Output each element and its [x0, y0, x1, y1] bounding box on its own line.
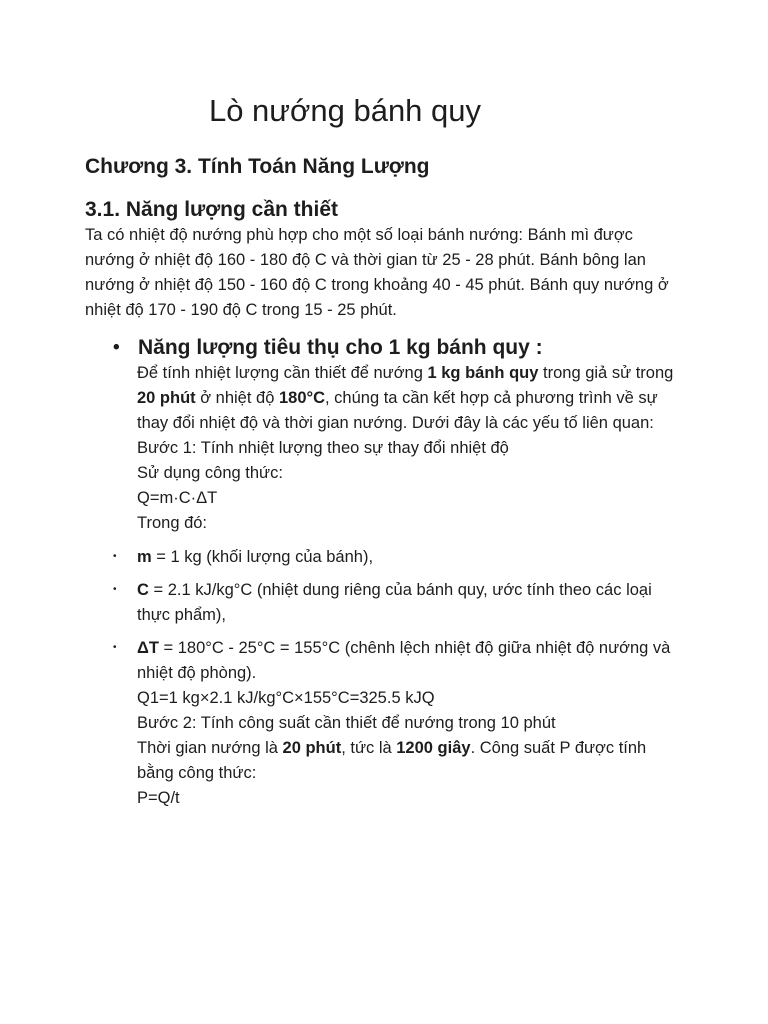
variable-symbol: C — [137, 581, 149, 599]
variable-c — [137, 578, 683, 628]
section-heading: 3.1. Năng lượng cần thiết — [85, 198, 339, 221]
chapter-heading: Chương 3. Tính Toán Năng Lượng — [85, 155, 430, 178]
bullet-icon: • — [113, 337, 120, 358]
document-title: Lò nướng bánh quy — [208, 93, 482, 128]
bullet-heading-text: Năng lượng tiêu thụ cho 1 kg bánh quy : — [138, 336, 543, 359]
variable-description: = 180°C - 25°C = 155°C (chênh lệch nhiệt độ giữa nhiệt độ nướng và nhiệt độ phòng). — [137, 639, 671, 682]
list-item — [113, 545, 683, 570]
bold-run: 1200 giây — [396, 739, 471, 757]
time-paragraph — [137, 736, 683, 786]
list-item — [113, 636, 683, 686]
step2-heading: Bước 2: Tính công suất cần thiết để nướng trong 10 phút — [137, 714, 556, 732]
bold-run: 180°C — [278, 389, 326, 407]
document-content — [85, 0, 683, 811]
variable-delta-t — [137, 636, 683, 686]
variable-description: = 2.1 kJ/kg°C (nhiệt dung riêng của bánh quy, ước tính theo các loại thực phẩm), — [137, 581, 652, 624]
heat-formula: Q=m·C·ΔT — [137, 489, 218, 507]
variable-m — [137, 545, 373, 570]
text-run: , chúng ta cần kết hợp cả phương trình về sự thay đổi nhiệt độ và thời gian nướng. Dưới đây là các yếu tố liên quan: — [137, 389, 658, 432]
power-formula: P=Q/t — [137, 789, 180, 807]
sub-bullet-icon: • — [113, 642, 117, 653]
text-run: , tức là — [341, 739, 397, 757]
variable-description: = 1 kg (khối lượng của bánh), — [151, 548, 374, 566]
bullet-body-block — [113, 361, 683, 811]
list-item — [113, 578, 683, 628]
text-run: Thời gian nướng là — [137, 739, 283, 757]
sub-bullet-icon: • — [113, 551, 117, 562]
bold-run: 1 kg bánh quy — [427, 364, 539, 382]
q1-result: Q1=1 kg×2.1 kJ/kg°C×155°C=325.5 kJQ — [137, 689, 435, 707]
variable-symbol: m — [137, 548, 152, 566]
intro-paragraph: Ta có nhiệt độ nướng phù hợp cho một số loại bánh nướng: Bánh mì được nướng ở nhiệt độ 160 - 180 độ C và thời gian từ 25 - 28 phút. Bánh bông lan nướng ở nhiệt độ 150 - 160 độ C trong khoảng 40 - 45 phút. Bánh quy nướng ở nhiệt độ 170 - 190 độ C trong 15 - 25 phút. — [85, 226, 669, 319]
sub-bullet-icon: • — [113, 584, 117, 595]
step1-heading: Bước 1: Tính nhiệt lượng theo sự thay đổi nhiệt độ — [137, 439, 509, 457]
bullet-heading-row — [85, 334, 683, 361]
text-run: . Công suất P được tính bằng công thức: — [137, 739, 647, 782]
variable-symbol: ΔT — [137, 639, 159, 657]
bold-run: 20 phút — [137, 389, 196, 407]
energy-paragraph — [137, 361, 683, 436]
variable-list — [113, 545, 683, 686]
bold-run: 20 phút — [282, 739, 342, 757]
text-run: Để tính nhiệt lượng cần thiết để nướng — [137, 364, 428, 382]
text-run: ở nhiệt độ — [195, 389, 279, 407]
where-label: Trong đó: — [137, 514, 208, 532]
text-run: trong giả sử trong — [538, 364, 674, 382]
formula-intro-label: Sử dụng công thức: — [137, 464, 283, 482]
